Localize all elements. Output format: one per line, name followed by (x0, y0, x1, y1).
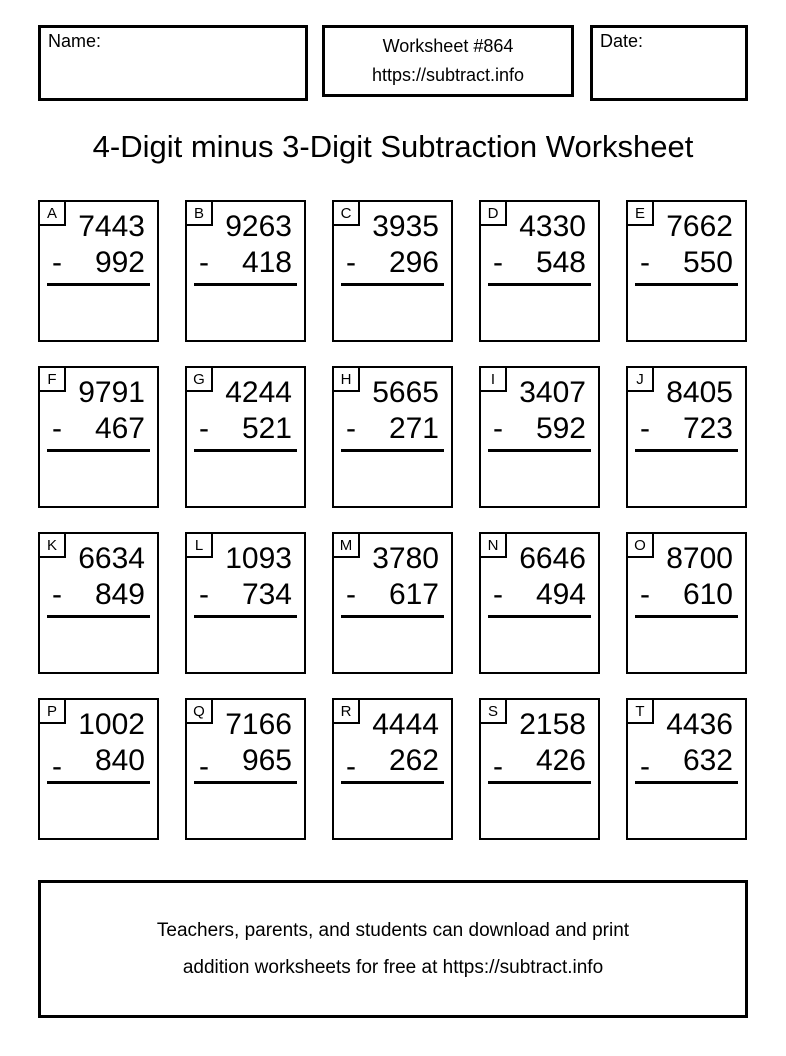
minus-sign: - (52, 750, 62, 783)
minus-sign: - (640, 750, 650, 783)
answer-line (194, 449, 297, 452)
header (38, 25, 748, 101)
minus-sign: - (199, 412, 209, 445)
problem-letter: L (187, 534, 213, 558)
minus-sign: - (493, 412, 503, 445)
subtraction-row (52, 743, 145, 783)
subtrahend: 632 (682, 744, 733, 777)
subtrahend: 418 (241, 246, 292, 279)
minuend: 9791 (78, 376, 145, 409)
minuend: 3407 (519, 376, 586, 409)
minuend: 7443 (78, 210, 145, 243)
worksheet-number: Worksheet #864 (382, 36, 514, 56)
subtraction-row (640, 411, 733, 447)
problem-cell (38, 698, 159, 840)
problems-grid (38, 200, 747, 840)
problem-cell (185, 200, 306, 342)
footer-line-1: Teachers, parents, and students can download and print (156, 920, 630, 941)
subtraction-row (199, 245, 292, 281)
minus-sign: - (199, 246, 209, 279)
subtrahend: 992 (94, 246, 145, 279)
subtrahend: 521 (241, 412, 292, 445)
problem-letter: K (40, 534, 66, 558)
subtrahend: 296 (388, 246, 439, 279)
subtraction-row (52, 411, 145, 447)
minuend: 2158 (519, 708, 586, 741)
minus-sign: - (199, 578, 209, 611)
subtrahend: 592 (535, 412, 586, 445)
answer-line (488, 781, 591, 784)
minus-sign: - (52, 246, 62, 279)
subtraction-row (346, 743, 439, 783)
problem-letter: A (40, 202, 66, 226)
minus-sign: - (493, 750, 503, 783)
problem-cell (38, 366, 159, 508)
footer-line-2: addition worksheets for free at https://subtract.info (182, 957, 604, 978)
answer-line (488, 615, 591, 618)
subtraction-row (640, 743, 733, 783)
problem-cell (38, 200, 159, 342)
minuend: 4436 (666, 708, 733, 741)
footer-note-box (38, 880, 748, 1018)
minus-sign: - (493, 246, 503, 279)
problem-cell (332, 366, 453, 508)
problem-letter: M (334, 534, 360, 558)
minuend: 9263 (225, 210, 292, 243)
problem-cell (479, 366, 600, 508)
subtrahend: 965 (241, 744, 292, 777)
problem-letter: J (628, 368, 654, 392)
minuend: 6634 (78, 542, 145, 575)
subtrahend: 610 (682, 578, 733, 611)
answer-line (341, 283, 444, 286)
problem-cell (626, 366, 747, 508)
subtrahend: 494 (535, 578, 586, 611)
subtraction-row (346, 245, 439, 281)
problem-letter: S (481, 700, 507, 724)
minus-sign: - (346, 246, 356, 279)
minus-sign: - (640, 578, 650, 611)
answer-line (635, 781, 738, 784)
answer-line (341, 781, 444, 784)
answer-line (488, 283, 591, 286)
problem-letter: I (481, 368, 507, 392)
answer-line (194, 781, 297, 784)
problem-cell (626, 698, 747, 840)
problem-letter: D (481, 202, 507, 226)
minus-sign: - (346, 750, 356, 783)
page-title: 4-Digit minus 3-Digit Subtraction Worksheet (92, 129, 694, 164)
subtrahend: 548 (535, 246, 586, 279)
problem-cell (332, 532, 453, 674)
answer-line (341, 615, 444, 618)
subtraction-row (346, 577, 439, 613)
subtrahend: 467 (94, 412, 145, 445)
subtraction-row (346, 411, 439, 447)
problem-letter: B (187, 202, 213, 226)
subtraction-row (493, 577, 586, 613)
problem-letter: H (334, 368, 360, 392)
date-field-box (590, 25, 748, 101)
minuend: 1093 (225, 542, 292, 575)
minus-sign: - (346, 578, 356, 611)
minuend: 4330 (519, 210, 586, 243)
minuend: 3780 (372, 542, 439, 575)
problem-letter: N (481, 534, 507, 558)
subtrahend: 723 (682, 412, 733, 445)
name-label: Name: (48, 31, 102, 51)
minuend: 4244 (225, 376, 292, 409)
problem-cell (332, 698, 453, 840)
problem-letter: R (334, 700, 360, 724)
worksheet-url: https://subtract.info (371, 65, 525, 85)
subtrahend: 840 (94, 744, 145, 777)
problem-cell (626, 200, 747, 342)
subtraction-row (493, 743, 586, 783)
subtrahend: 262 (388, 744, 439, 777)
problem-cell (332, 200, 453, 342)
subtrahend: 550 (682, 246, 733, 279)
problem-cell (185, 532, 306, 674)
problem-letter: O (628, 534, 654, 558)
subtraction-row (52, 245, 145, 281)
subtraction-row (199, 577, 292, 613)
problem-letter: F (40, 368, 66, 392)
subtraction-row (52, 577, 145, 613)
subtraction-row (199, 743, 292, 783)
subtraction-row (640, 245, 733, 281)
problem-cell (479, 698, 600, 840)
problem-cell (38, 532, 159, 674)
subtraction-row (493, 245, 586, 281)
answer-line (635, 615, 738, 618)
answer-line (341, 449, 444, 452)
problem-cell (185, 698, 306, 840)
subtrahend: 734 (241, 578, 292, 611)
problem-letter: E (628, 202, 654, 226)
minuend: 8700 (666, 542, 733, 575)
answer-line (635, 449, 738, 452)
problem-letter: C (334, 202, 360, 226)
subtrahend: 426 (535, 744, 586, 777)
answer-line (635, 283, 738, 286)
minuend: 8405 (666, 376, 733, 409)
minus-sign: - (493, 578, 503, 611)
answer-line (488, 449, 591, 452)
subtrahend: 271 (388, 412, 439, 445)
answer-line (194, 615, 297, 618)
answer-line (47, 449, 150, 452)
problem-cell (626, 532, 747, 674)
subtraction-row (640, 577, 733, 613)
answer-line (47, 283, 150, 286)
minuend: 4444 (372, 708, 439, 741)
problem-letter: Q (187, 700, 213, 724)
problem-letter: G (187, 368, 213, 392)
answer-line (47, 615, 150, 618)
minus-sign: - (52, 578, 62, 611)
worksheet-info-box (322, 25, 574, 97)
subtrahend: 849 (94, 578, 145, 611)
date-label: Date: (600, 31, 644, 51)
minus-sign: - (640, 246, 650, 279)
minus-sign: - (52, 412, 62, 445)
minuend: 5665 (372, 376, 439, 409)
minuend: 3935 (372, 210, 439, 243)
problem-cell (479, 532, 600, 674)
answer-line (194, 283, 297, 286)
minus-sign: - (199, 750, 209, 783)
problem-cell (185, 366, 306, 508)
subtraction-row (199, 411, 292, 447)
subtraction-row (493, 411, 586, 447)
minuend: 6646 (519, 542, 586, 575)
answer-line (47, 781, 150, 784)
problem-letter: P (40, 700, 66, 724)
minuend: 1002 (78, 708, 145, 741)
minuend: 7662 (666, 210, 733, 243)
minus-sign: - (346, 412, 356, 445)
problem-cell (479, 200, 600, 342)
problem-letter: T (628, 700, 654, 724)
minus-sign: - (640, 412, 650, 445)
name-field-box (38, 25, 308, 101)
subtrahend: 617 (388, 578, 439, 611)
minuend: 7166 (225, 708, 292, 741)
